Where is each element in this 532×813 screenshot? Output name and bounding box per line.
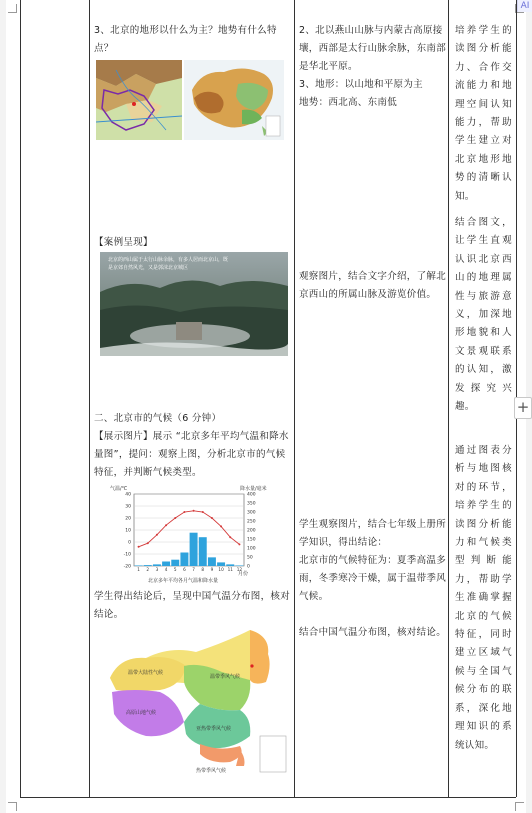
y-tick-right: 100 xyxy=(247,546,256,552)
table-border-left xyxy=(20,0,21,797)
temperature-point xyxy=(147,542,149,544)
y-tick-right: 50 xyxy=(247,555,253,561)
precip-bar xyxy=(199,537,207,566)
map-region-label: 温带季风气候 xyxy=(210,674,241,680)
china-climate-map xyxy=(100,626,290,776)
document-page xyxy=(6,0,526,813)
climate-answer-3: 结合中国气温分布图，核对结论。 xyxy=(299,627,447,638)
precip-bar xyxy=(208,557,216,566)
x-tick: 2 xyxy=(146,567,150,572)
china-terrain-map xyxy=(184,60,284,140)
map-region-label: 温带大陆性气候 xyxy=(128,670,164,676)
precip-bar xyxy=(135,565,143,566)
y-tick-right: 0 xyxy=(247,564,250,570)
case-heading: 【案例呈现】 xyxy=(94,237,153,248)
table-border xyxy=(294,0,295,797)
precip-bar xyxy=(171,560,179,566)
climate-answer-2: 北京市的气候特征为：夏季高温多雨，冬季寒冷干燥，属于温带季风气候。 xyxy=(299,555,447,602)
map-region-label: 高原山地气候 xyxy=(126,710,157,716)
precip-bar xyxy=(144,565,152,566)
temperature-point xyxy=(165,524,167,526)
precip-bar xyxy=(162,562,170,567)
photo-caption: 北京的西山属于太行山脉余脉，有多人居而北京山，既是京郊自然风光，又是郭沫北京城区 xyxy=(108,257,229,271)
beijing-relief-map xyxy=(96,60,182,140)
precip-bar xyxy=(235,565,243,566)
temperature-point xyxy=(202,511,204,513)
y-tick-left: -20 xyxy=(123,564,131,570)
precip-bar xyxy=(153,564,161,566)
show-picture-prompt: 【展示图片】展示 “北京多年平均气温和降水量图”，提问：观察上图，分析北京市的气候特征，并判断气候类型。 xyxy=(94,431,289,478)
x-tick: 11 xyxy=(227,567,233,572)
y-tick-right: 150 xyxy=(247,537,256,543)
after-chart-text: 学生得出结论后，呈现中国气温分布图，核对结论。 xyxy=(94,591,291,620)
precip-bar xyxy=(226,564,234,566)
beijing-climate-chart xyxy=(100,482,284,586)
y-tick-left: 10 xyxy=(125,528,131,534)
x-tick: 9 xyxy=(210,567,214,572)
precip-bar xyxy=(217,562,225,566)
y-tick-right: 300 xyxy=(247,510,256,516)
y-tick-left: 40 xyxy=(125,492,131,498)
temperature-point xyxy=(174,517,176,519)
x-tick: 5 xyxy=(173,567,177,572)
terrain-answer-3: 地势：西北高、东南低 xyxy=(299,97,398,108)
observe-xishan: 观察图片，结合文字介绍，了解北京西山的所属山脉及游览价值。 xyxy=(299,271,447,300)
x-tick: 3 xyxy=(155,567,159,572)
precip-bar xyxy=(180,553,188,567)
terrain-answer-2: 3、地形：以山地和平原为主 xyxy=(299,79,423,90)
terrain-answer-1: 2、北以燕山山脉与内蒙古高原接壤，西部是太行山脉余脉，东南部是华北平原。 xyxy=(299,25,447,72)
aim-xishan: 结合图文，让学生直观认识北京西山的地理属性与旅游意义，加深地形地貌和人文景观联系的认知，激发探究兴趣。 xyxy=(455,217,512,413)
climate-chart-svg xyxy=(100,482,284,586)
y-tick-right: 400 xyxy=(247,492,256,498)
map-region-label: 热带季风气候 xyxy=(196,768,227,774)
question-3: 3、北京的地形以什么为主？地势有什么特点？ xyxy=(94,25,277,54)
table-border xyxy=(448,0,449,797)
y-tick-left: 30 xyxy=(125,504,131,510)
temperature-point xyxy=(156,534,158,536)
x-tick: 8 xyxy=(201,567,205,572)
temperature-point xyxy=(220,525,222,527)
x-tick: 7 xyxy=(192,567,195,572)
chart-ylabel-right: 降水量/毫米 xyxy=(240,486,267,492)
x-tick: 12 xyxy=(236,567,243,572)
x-tick: 10 xyxy=(218,567,224,572)
corner-mark xyxy=(8,802,17,811)
climate-heading: 二、北京市的气候（6 分钟） xyxy=(94,413,222,424)
map-region-label: 亚热带季风气候 xyxy=(196,726,232,732)
ai-assistant-tab[interactable]: AI xyxy=(517,0,532,12)
aim-climate: 通过图表分析与地图核对的环节，培养学生的读图分析能力和气候类型判断能力，帮助学生准确掌握北京的气候特征，同时建立区域气候与全国气候分布的联系，深化地理知识的系统认知。 xyxy=(455,445,512,751)
x-tick: 4 xyxy=(164,567,168,572)
x-tick: 6 xyxy=(183,567,186,572)
add-button[interactable] xyxy=(514,397,532,419)
temperature-line xyxy=(139,511,240,547)
corner-mark xyxy=(8,4,17,13)
plus-icon: + xyxy=(516,398,530,416)
y-tick-left: -10 xyxy=(123,552,131,558)
temperature-point xyxy=(193,510,195,512)
precip-bar xyxy=(190,533,198,566)
xishan-photo xyxy=(100,252,288,356)
y-tick-right: 200 xyxy=(247,528,256,534)
temperature-point xyxy=(211,517,213,519)
climate-answer-1: 学生观察图片，结合七年级上册所学知识，得出结论： xyxy=(299,519,447,548)
temperature-point xyxy=(238,543,240,545)
chart-xlabel: 月份 xyxy=(238,571,249,577)
x-tick: 1 xyxy=(137,567,140,572)
temperature-point xyxy=(138,546,140,548)
y-tick-left: 0 xyxy=(128,540,131,546)
table-border-bottom xyxy=(20,797,516,798)
y-tick-right: 350 xyxy=(247,501,256,507)
y-tick-left: 20 xyxy=(125,516,131,522)
aim-terrain: 培养学生的读图分析能力、合作交流能力和地理空间认知能力，帮助学生建立对北京地形地势的清晰认知。 xyxy=(455,25,512,202)
temperature-point xyxy=(183,511,185,513)
temperature-point xyxy=(229,536,231,538)
table-border xyxy=(89,0,90,797)
corner-mark xyxy=(515,802,524,811)
chart-ylabel-left: 气温/℃ xyxy=(110,486,128,492)
y-tick-right: 250 xyxy=(247,519,256,525)
chart-caption: 北京多年平均各月气温和降水量 xyxy=(148,578,219,584)
